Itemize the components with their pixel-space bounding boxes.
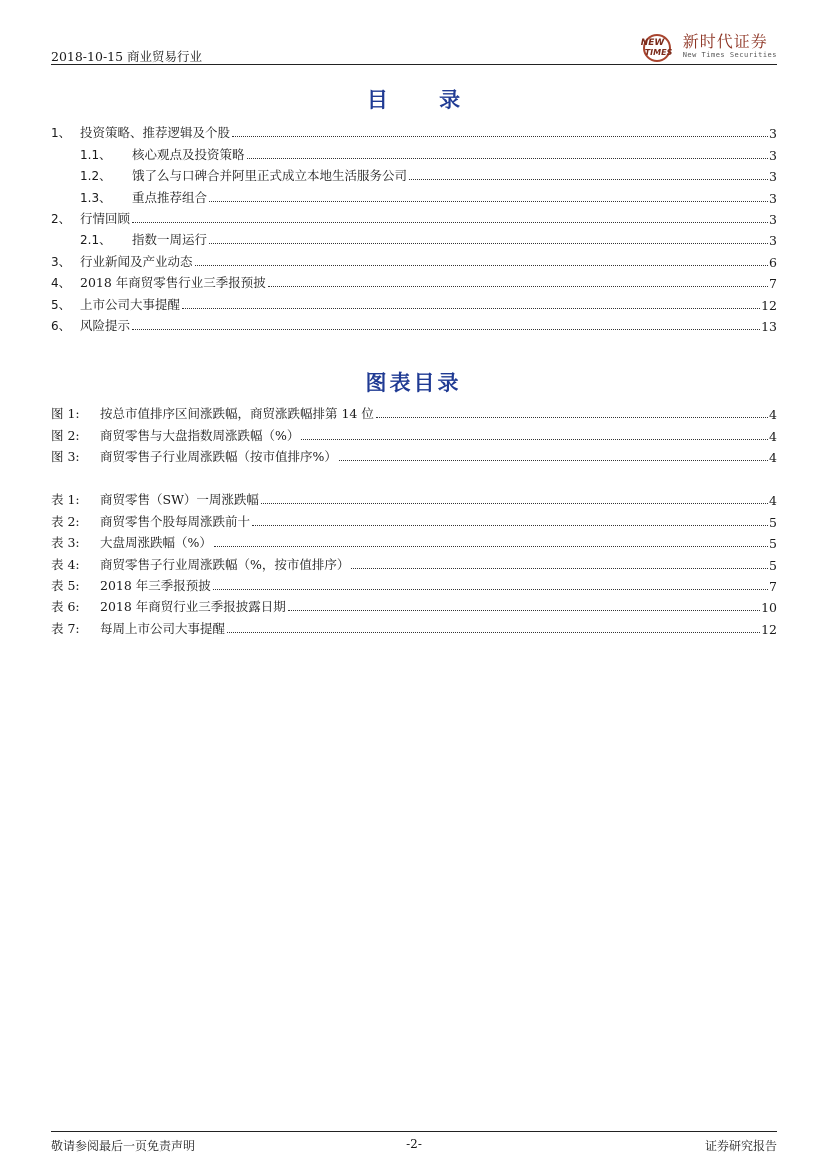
logo-emblem-icon: NEW TIMES [641, 33, 679, 63]
dot-leader [182, 308, 760, 309]
company-logo [641, 33, 777, 65]
entry-text: 重点推荐组合 [132, 189, 208, 205]
table-entry[interactable] [51, 487, 777, 508]
entry-number: 3、 [51, 254, 71, 269]
entry-number: 1.1、 [80, 147, 112, 162]
table-entry[interactable] [51, 508, 777, 529]
dot-leader [209, 201, 768, 202]
entry-number: 表 3: [51, 535, 80, 551]
entry-page-number: 5 [769, 557, 777, 573]
dot-leader [209, 243, 768, 244]
toc-entry[interactable] [51, 120, 777, 141]
dot-leader [195, 265, 769, 266]
dot-leader [261, 503, 768, 504]
entry-number: 5、 [51, 297, 71, 312]
footer-divider [51, 1131, 777, 1132]
dot-leader [301, 439, 768, 440]
entry-page-number: 5 [769, 536, 777, 552]
toc-entry[interactable] [51, 270, 777, 291]
entry-page-number: 3 [769, 169, 777, 185]
logo-name-en: New Times Securities [682, 51, 777, 59]
toc-title: 目 录 [366, 88, 483, 112]
entry-page-number: 4 [769, 493, 777, 509]
figure-entry[interactable] [51, 401, 777, 422]
entry-text: 投资策略、推荐逻辑及个股 [80, 125, 231, 141]
entry-page-number: 4 [769, 450, 777, 466]
entry-text: 2018 年三季报预披 [100, 577, 211, 593]
entry-page-number: 4 [769, 407, 777, 423]
entry-text: 2018 年商贸零售行业三季报预披 [80, 275, 266, 291]
entry-page-number: 10 [761, 600, 777, 616]
dot-leader [268, 286, 768, 287]
page-header [51, 33, 777, 65]
dot-leader [409, 179, 768, 180]
toc-entry[interactable] [51, 141, 777, 162]
entry-page-number: 7 [769, 578, 777, 594]
entry-number: 图 1: [51, 406, 80, 422]
entry-number: 表 7: [51, 620, 80, 636]
entry-page-number: 5 [769, 514, 777, 530]
toc-entry[interactable] [51, 206, 777, 227]
entry-text: 每周上市公司大事提醒 [100, 620, 226, 636]
entry-text: 按总市值排序区间涨跌幅，商贸涨跌幅排第 14 位 [100, 406, 374, 422]
dot-leader [288, 610, 760, 611]
entry-text: 商贸零售（SW）一周涨跌幅 [100, 492, 259, 508]
entry-page-number: 12 [761, 297, 777, 313]
entry-text: 大盘周涨跌幅（%） [100, 535, 212, 551]
entry-number: 表 4: [51, 556, 80, 572]
entry-page-number: 3 [769, 190, 777, 206]
entry-number: 6、 [51, 318, 71, 333]
toc-entry[interactable] [51, 291, 777, 312]
table-entry[interactable] [51, 551, 777, 572]
dot-leader [227, 632, 760, 633]
header-divider [51, 64, 777, 65]
entry-text: 商贸零售子行业周涨跌幅（按市值排序%） [100, 449, 337, 465]
entry-number: 表 2: [51, 513, 80, 529]
table-entry[interactable] [51, 594, 777, 615]
toc-entry[interactable] [51, 313, 777, 334]
figure-list [51, 401, 777, 465]
entry-text: 风险提示 [80, 317, 131, 333]
entry-text: 2018 年商贸行业三季报披露日期 [100, 599, 286, 615]
footer-disclaimer: 敬请参阅最后一页免责声明 [51, 1139, 196, 1153]
table-entry[interactable] [51, 615, 777, 636]
entry-number: 4、 [51, 276, 71, 291]
entry-text: 商贸零售与大盘指数周涨跌幅（%） [100, 427, 300, 443]
entry-page-number: 7 [769, 276, 777, 292]
footer-report-type: 证券研究报告 [704, 1139, 777, 1153]
entry-number: 表 5: [51, 577, 80, 593]
footer-page-number: -2- [406, 1137, 422, 1151]
dot-leader [376, 417, 768, 418]
entry-text: 核心观点及投资策略 [132, 146, 245, 162]
entry-number: 图 2: [51, 427, 80, 443]
entry-page-number: 3 [769, 233, 777, 249]
dot-leader [232, 136, 768, 137]
dot-leader [351, 568, 768, 569]
entry-text: 商贸零售个股每周涨跌前十 [100, 513, 251, 529]
dot-leader [247, 158, 769, 159]
toc-entry[interactable] [51, 163, 777, 184]
header-date-industry: 2018-10-15 商业贸易行业 [51, 49, 203, 64]
entry-text: 上市公司大事提醒 [80, 296, 181, 312]
entry-number: 1.2、 [80, 169, 112, 184]
entry-text: 指数一周运行 [132, 232, 208, 248]
dot-leader [132, 222, 768, 223]
figures-title: 图表目录 [365, 371, 462, 395]
toc-entry[interactable] [51, 227, 777, 248]
dot-leader [213, 589, 768, 590]
logo-name-cn: 新时代证券 [682, 32, 768, 51]
entry-number: 表 6: [51, 599, 80, 615]
entry-text: 行情回顾 [80, 210, 131, 226]
entry-number: 2.1、 [80, 233, 112, 248]
toc-entry[interactable] [51, 248, 777, 269]
dot-leader [132, 329, 760, 330]
entry-number: 2、 [51, 211, 71, 226]
entry-number: 1、 [51, 126, 71, 141]
entry-page-number: 13 [761, 318, 777, 334]
dot-leader [252, 525, 768, 526]
entry-number: 图 3: [51, 449, 80, 465]
entry-page-number: 4 [769, 428, 777, 444]
entry-text: 行业新闻及产业动态 [80, 253, 193, 269]
table-list [51, 487, 777, 637]
entry-page-number: 12 [761, 621, 777, 637]
entry-page-number: 3 [769, 211, 777, 227]
entry-page-number: 3 [769, 126, 777, 142]
dot-leader [214, 546, 768, 547]
dot-leader [339, 460, 768, 461]
entry-text: 饿了么与口碑合并阿里正式成立本地生活服务公司 [132, 168, 408, 184]
figure-entry[interactable] [51, 422, 777, 443]
table-entry[interactable] [51, 573, 777, 594]
toc-entry[interactable] [51, 184, 777, 205]
toc-list [51, 120, 777, 334]
entry-page-number: 3 [769, 147, 777, 163]
entry-number: 1.3、 [80, 190, 112, 205]
table-entry[interactable] [51, 530, 777, 551]
entry-text: 商贸零售子行业周涨跌幅（%，按市值排序） [100, 556, 350, 572]
figure-entry[interactable] [51, 444, 777, 465]
entry-page-number: 6 [769, 254, 777, 270]
entry-number: 表 1: [51, 492, 80, 508]
